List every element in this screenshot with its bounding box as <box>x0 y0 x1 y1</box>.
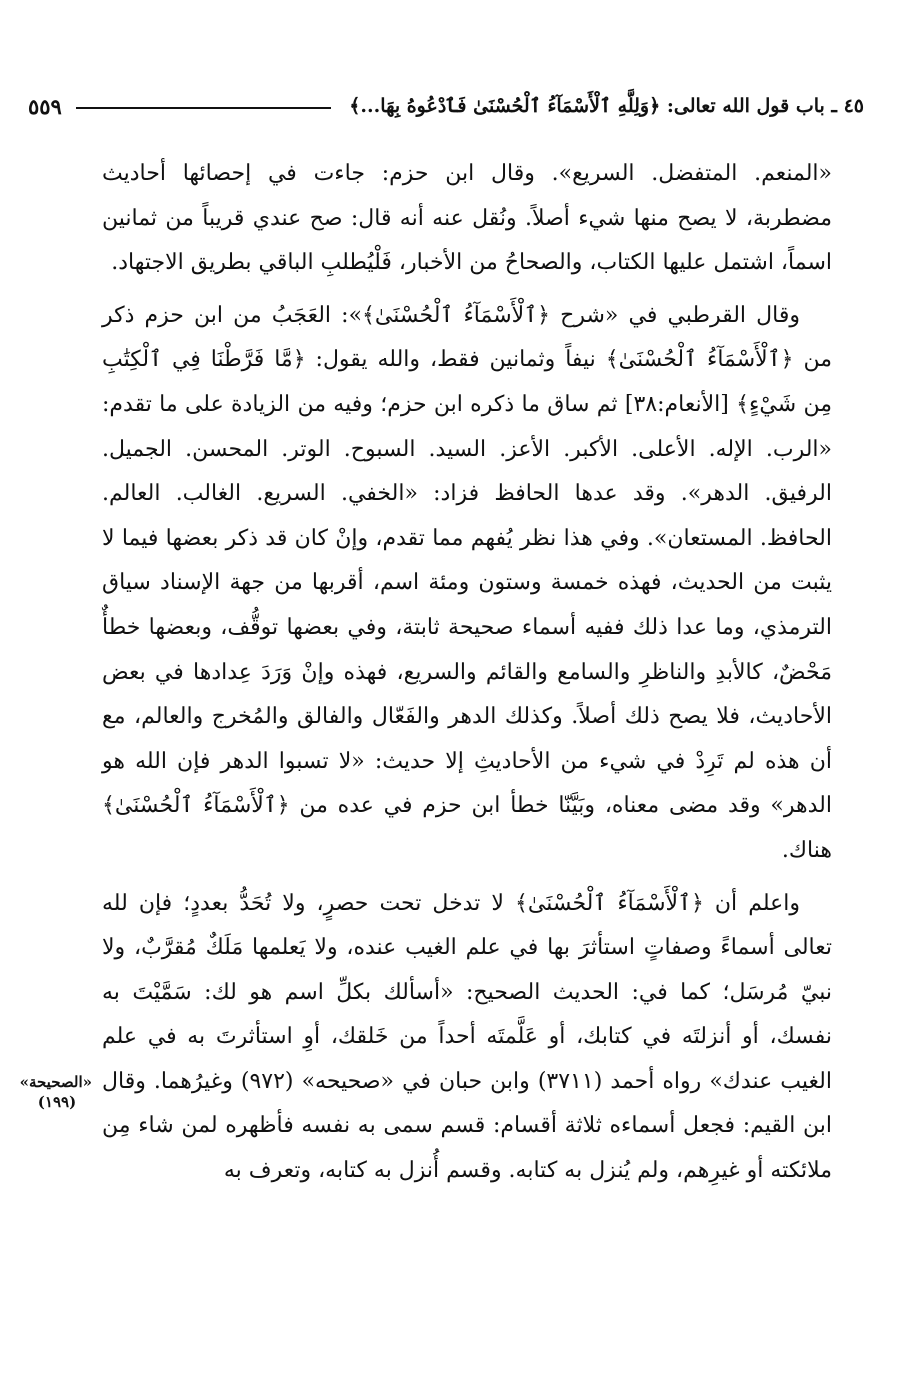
header-rule <box>76 107 331 109</box>
margin-reference-title: «الصحيحة» <box>19 1073 92 1091</box>
margin-reference <box>19 1072 92 1112</box>
paragraph-2: وقال القرطبي في «شرح ﴿ٱلْأَسْمَآءُ ٱلْحُسْنَىٰ﴾»: العَجَبُ من ابن حزم ذكر من ﴿ٱلْأَسْمَآءُ ٱلْحُسْنَىٰ﴾ نيفاً وثمانين فقط، والله يقول: ﴿مَّا فَرَّطْنَا فِي ٱلْكِتَٰبِ مِن شَيْءٍ﴾ [الأنعام:٣٨] ثم ساق ما ذكره ابن حزم؛ وفيه من الزيادة على ما تقدم: «الرب. الإله. الأعلى. الأكبر. الأعز. السيد. السبوح. الوتر. المحسن. الجميل. الرفيق. الدهر». وقد عدها الحافظ فزاد: «الخفي. السريع. الغالب. العالم. الحافظ. المستعان». وفي هذا نظر يُفهم مما تقدم، وإنْ كان قد ذكر بعضها فيما لا يثبت من الحديث، فهذه خمسة وستون ومئة اسم، أقربها من جهة الإسناد سياق الترمذي، وما عدا ذلك ففيه أسماء صحيحة ثابتة، وفي بعضها توقُّف، وبعضها خطأٌ مَحْضٌ، كالأبدِ والناظرِ والسامع والقائم والسريع، فهذه وإنْ وَرَدَ عِدادها في بعض الأحاديث، فلا يصح ذلك أصلاً. وكذلك الدهر والفَعّال والفالق والمُخرج والعالم، مع أن هذه لم تَرِدْ في شيء من الأحاديثِ إلا حديث: «لا تسبوا الدهر فإن الله هو الدهر» وقد مضى معناه، وبَيَّنّا خطأ ابن حزم في عده من ﴿ٱلْأَسْمَآءُ ٱلْحُسْنَىٰ﴾ هناك. <box>102 302 832 863</box>
chapter-title: ٤٥ ـ باب قول الله تعالى: ﴿وَلِلَّهِ ٱلْأَسْمَآءُ ٱلْحُسْنَىٰ فَٱدْعُوهُ بِهَا...﴾ <box>349 95 864 117</box>
margin-reference-number: (١٩٩) <box>37 1093 77 1111</box>
main-text <box>102 152 832 1202</box>
paragraph-3: واعلم أن ﴿ٱلْأَسْمَآءُ ٱلْحُسْنَىٰ﴾ لا تدخل تحت حصرٍ، ولا تُحَدُّ بعددٍ؛ فإن لله تعالى أسماءً وصفاتٍ استأثرَ بها في علم الغيب عنده، ولا يَعلمها مَلَكٌ مُقرَّبٌ، ولا نبيّ مُرسَل؛ كما في: الحديث الصحيح: «أسألك بكلِّ اسم هو لك: سَمَّيْتَ به نفسك، أو أنزلتَه في كتابك، أو عَلَّمتَه أحداً من خَلقك، أوِ استأثرتَ به في علم الغيب عندك» رواه أحمد (٣٧١١) وابن حبان في «صحيحه» (٩٧٢) وغيرُهما. وقال ابن القيم: فجعل أسماءه ثلاثة أقسام: قسم سمى به نفسه فأظهره لمن شاء مِن ملائكته أو غيرِهم، ولم يُنزل به كتابه. وقسم أُنزل به كتابه، وتعرف به <box>102 890 833 1184</box>
page-number: ٥٥٩ <box>28 93 62 119</box>
running-header <box>28 86 864 126</box>
paragraph-1: «المنعم. المتفضل. السريع». وقال ابن حزم: جاءت في إحصائها أحاديث مضطربة، لا يصح منها شيء أصلاً. ونُقل عنه أنه قال: صح عندي قريباً من ثمانين اسماً، اشتمل عليها الكتاب، والصحاحُ من الأخبار، فَلْيُطلبِ الباقي بطريق الاجتهاد. <box>102 161 832 276</box>
